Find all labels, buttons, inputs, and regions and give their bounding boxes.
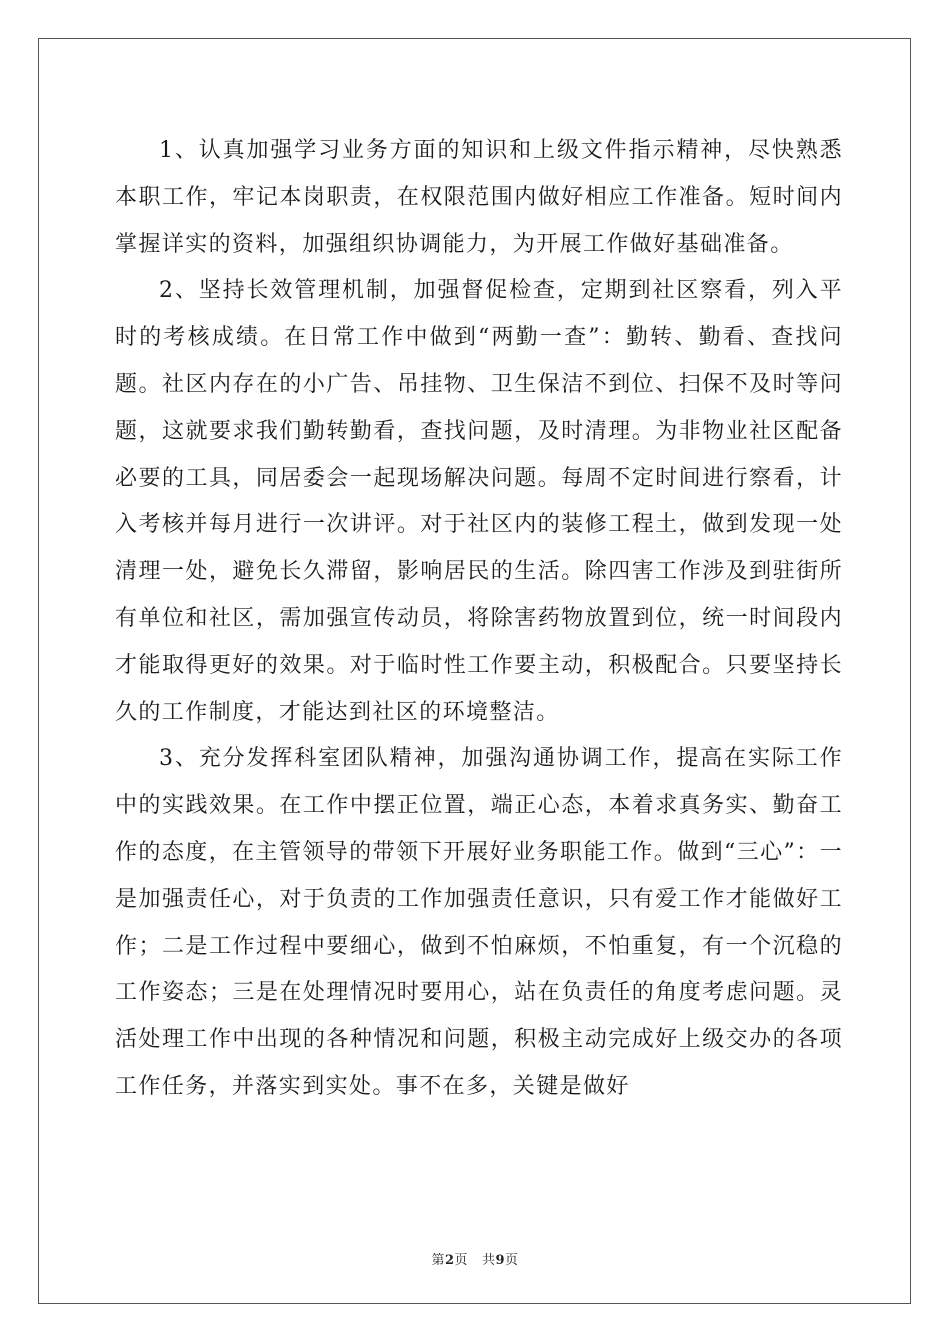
paragraph-3: 3、充分发挥科室团队精神，加强沟通协调工作，提高在实际工作中的实践效果。在工作中摆正位置，端正心态，本着求真务实、勤奋工作的态度，在主管领导的带领下开展好业务职能工作。做到“三心”：一是加强责任心，对于负责的工作加强责任意识，只有爱工作才能做好工作；二是工作过程中要细心，做到不怕麻烦，不怕重复，有一个沉稳的工作姿态；三是在处理情况时要用心，站在负责任的角度考虑问题。灵活处理工作中出现的各种情况和问题，积极主动完成好上级交办的各项工作任务，并落实到实处。事不在多，关键是做好 (115, 746, 843, 1099)
paragraph-2: 2、坚持长效管理机制，加强督促检查，定期到社区察看，列入平时的考核成绩。在日常工作中做到“两勤一查”：勤转、勤看、查找问题。社区内存在的小广告、吊挂物、卫生保洁不到位、扫保不及时等问题，这就要求我们勤转勤看，查找问题，及时清理。为非物业社区配备必要的工具，同居委会一起现场解决问题。每周不定时间进行察看，计入考核并每月进行一次讲评。对于社区内的装修工程土，做到发现一处清理一处，避免长久滞留，影响居民的生活。除四害工作涉及到驻街所有单位和社区，需加强宣传动员，将除害药物放置到位，统一时间段内才能取得更好的效果。对于临时性工作要主动，积极配合。只要坚持长久的工作制度，才能达到社区的环境整洁。 (115, 278, 843, 725)
total-prefix: 共 (481, 1253, 496, 1268)
total-unit: 页 (505, 1253, 519, 1268)
page-footer (0, 1249, 950, 1268)
current-page-number: 2 (444, 1253, 455, 1268)
document-body (115, 128, 843, 1111)
total-page-number: 9 (495, 1253, 506, 1268)
paragraph-1: 1、认真加强学习业务方面的知识和上级文件指示精神，尽快熟悉本职工作，牢记本岗职责，在权限范围内做好相应工作准备。短时间内掌握详实的资料，加强组织协调能力，为开展工作做好基础准备。 (115, 138, 843, 257)
page-prefix: 第 (431, 1253, 445, 1268)
page-unit: 页 (454, 1253, 469, 1268)
